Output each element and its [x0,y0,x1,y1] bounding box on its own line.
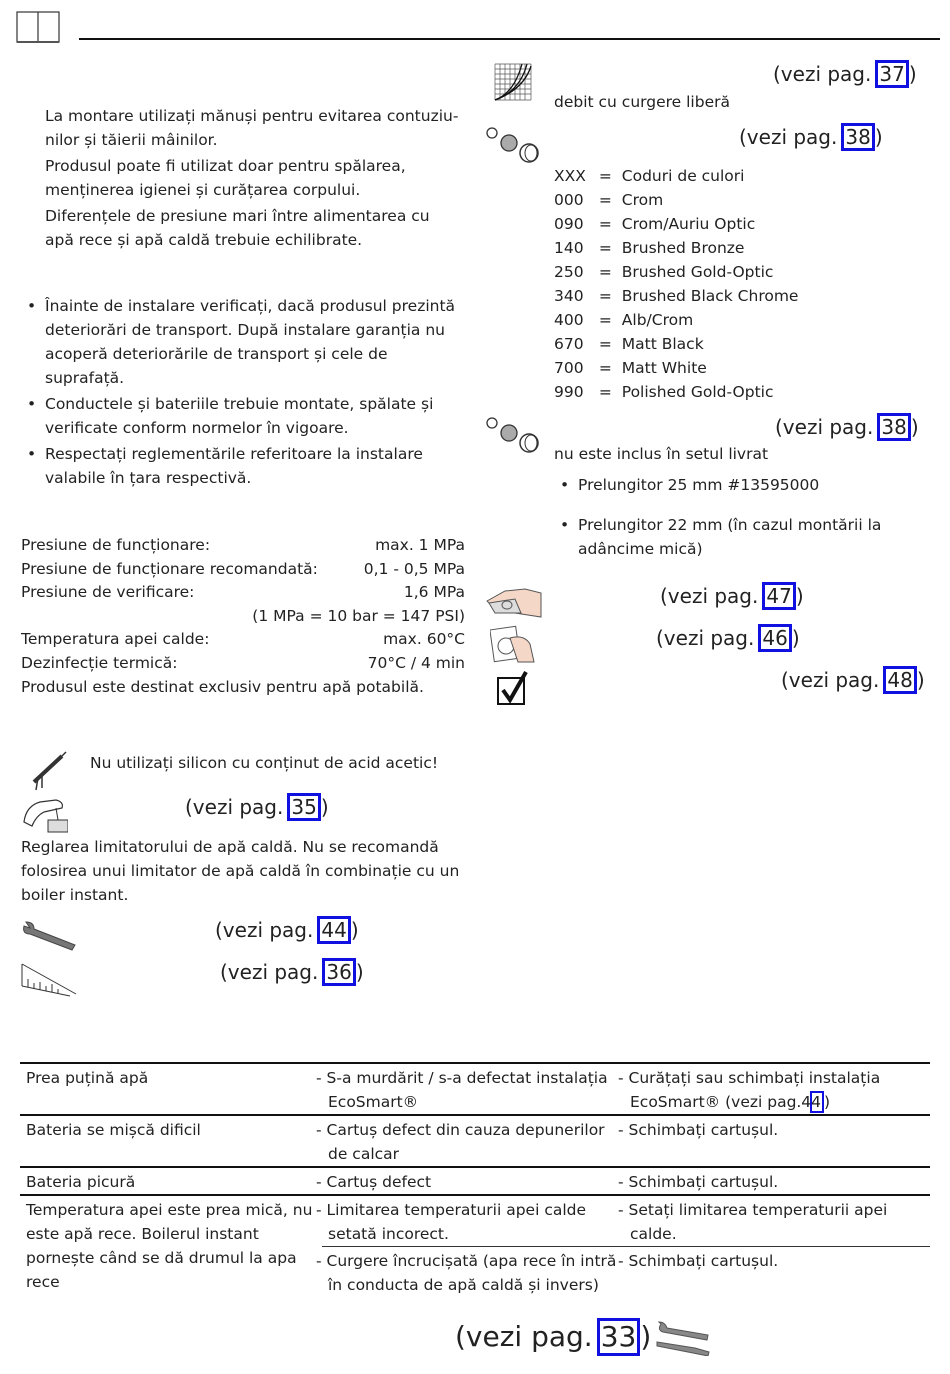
thermostat-adjust-icon [22,794,68,834]
color-codes [554,164,798,404]
page-link-35[interactable]: 35 [287,793,320,821]
safety-line: Produsul poate fi utilizat doar pentru spălarea, [45,157,406,175]
ref-wrench: (vezi pag. 44 ) [215,918,359,942]
cleaning-icon [485,583,543,619]
thermostat-note: Reglarea limitatorului de apă caldă. Nu se recomandă folosirea unui limitator de apă caldă în combinație cu un boiler instant. [21,838,460,904]
accessories-caption: nu este inclus în setul livrat [554,445,769,463]
color-code-row: 090 = Crom/Auriu Optic [554,215,756,233]
ref-operation: (vezi pag. 46 ) [656,626,800,650]
accessories-list [554,473,904,561]
page-link-38[interactable]: 38 [841,123,874,151]
flow-chart-icon [494,63,532,101]
safety-line: Diferențele de presiune mari între alimentarea cu [45,207,430,225]
spec-row: Presiune de funcționare recomandată: 0,1 - 0,5 MPa [21,559,465,578]
safety-line: nilor și tăierii mâinilor. [45,131,218,149]
install-note: • Respectați reglementările referitoare la instalare valabile în țara respectivă. [21,442,466,490]
page-link-44-table[interactable]: 44 [810,1091,824,1113]
page-link-37[interactable]: 37 [875,60,908,88]
page-link-33[interactable]: 33 [597,1318,641,1356]
color-code-row: 000 = Crom [554,191,664,209]
color-code-row: 670 = Matt Black [554,335,704,353]
ref-test: (vezi pag. 48 ) [781,668,925,692]
ref-flow-chart: (vezi pag. 37 ) [773,62,917,86]
install-notes [21,294,466,490]
page-link-46[interactable]: 46 [758,624,791,652]
color-code-row: 340 = Brushed Black Chrome [554,287,799,305]
install-note: • Conductele și bateriile trebuie montate, spălate și verificate conform normelor în vigoare. [21,392,466,440]
table-row: Bateria picură - Cartuș defect - Schimbați cartușul. [20,1167,930,1195]
color-code-row: 400 = Alb/Crom [554,311,694,329]
page-link-48[interactable]: 48 [883,666,916,694]
silicone-note: Nu utilizați silicon cu conținut de acid acetic! [90,754,439,772]
table-row: Bateria se mișcă dificil - Cartuș defect din cauza depunerilor de calcar - Schimbați cartușul. [20,1115,930,1167]
color-code-row: 990 = Polished Gold-Optic [554,383,774,401]
install-note: • Înainte de instalare verificați, dacă produsul prezintă deteriorări de transport. După instalare garanția nu acoperă deteriorările de transport și cele de suprafață. [21,294,466,390]
wrench-icon [20,920,78,954]
spec-row: Presiune de funcționare: max. 1 MPa [21,536,465,554]
table-row: Temperatura apei este prea mică, nu este apă rece. Boilerul instant pornește când se dă drumul la apa rece - Limitarea temperaturii apei calde setată incorect. - Setați limitarea temperaturii apei calde. [20,1195,930,1247]
tools-icon [655,1320,711,1356]
troubleshooting-table [20,1062,930,1297]
ref-cleaning: (vezi pag. 47 ) [660,584,804,608]
accessories-icon [485,415,543,453]
safety-line: La montare utilizați mănuși pentru evitarea contuziu- [45,107,459,125]
ref-ruler: (vezi pag. 36 ) [220,960,364,984]
spec-row: (1 MPa = 10 bar = 147 PSI) [252,606,465,625]
book-icon [16,10,60,46]
table-row: - Curgere încrucișată (apa rece în intră în conducta de apă caldă și invers) - Schimbați cartușul. [20,1247,930,1298]
technical-specs [21,534,465,699]
color-code-row: 250 = Brushed Gold-Optic [554,263,774,281]
specs-note: Produsul este destinat exclusiv pentru apă potabilă. [21,678,424,696]
ref-accessories: (vezi pag. 38 ) [775,415,919,439]
spec-row: Presiune de verificare: 1,6 MPa [21,583,465,601]
page-link-47[interactable]: 47 [762,582,795,610]
spec-row: Dezinfecție termică: 70°C / 4 min [21,653,465,672]
safety-line: apă rece și apă caldă trebuie echilibrate. [45,231,363,249]
spec-row: Temperatura apei calde: max. 60°C [21,630,465,648]
checkmark-icon [496,670,530,706]
header-rule [79,38,940,40]
color-code-row: 700 = Matt White [554,359,707,377]
safety-notes [45,104,458,252]
page-link-36[interactable]: 36 [322,958,355,986]
operation-icon [490,624,536,664]
table-row: Prea puțină apă - S-a murdărit / s-a defectat instalația EcoSmart® - Curățați sau schimbați instalația EcoSmart® (vezi pag. 44 ) [20,1063,930,1115]
color-code-row: 140 = Brushed Bronze [554,239,745,257]
ref-service: (vezi pag. 33 ) [455,1318,651,1356]
spare-parts-icon [485,125,543,163]
ref-spare-parts: (vezi pag. 38 ) [739,125,883,149]
accessory-item: • Prelungitor 22 mm (în cazul montării la adâncime mică) [554,513,904,561]
safety-line: menținerea igienei și curățarea corpului. [45,181,361,199]
ruler-icon [20,962,78,998]
page-link-44[interactable]: 44 [317,916,350,944]
color-code-row: XXX = Coduri de culori [554,167,745,185]
silicone-gun-icon [26,748,68,792]
page-link-38b[interactable]: 38 [877,413,910,441]
ref-thermostat: (vezi pag. 35 ) [185,795,329,819]
flow-caption: debit cu curgere liberă [554,93,730,111]
accessory-item: • Prelungitor 25 mm #13595000 [554,473,904,497]
